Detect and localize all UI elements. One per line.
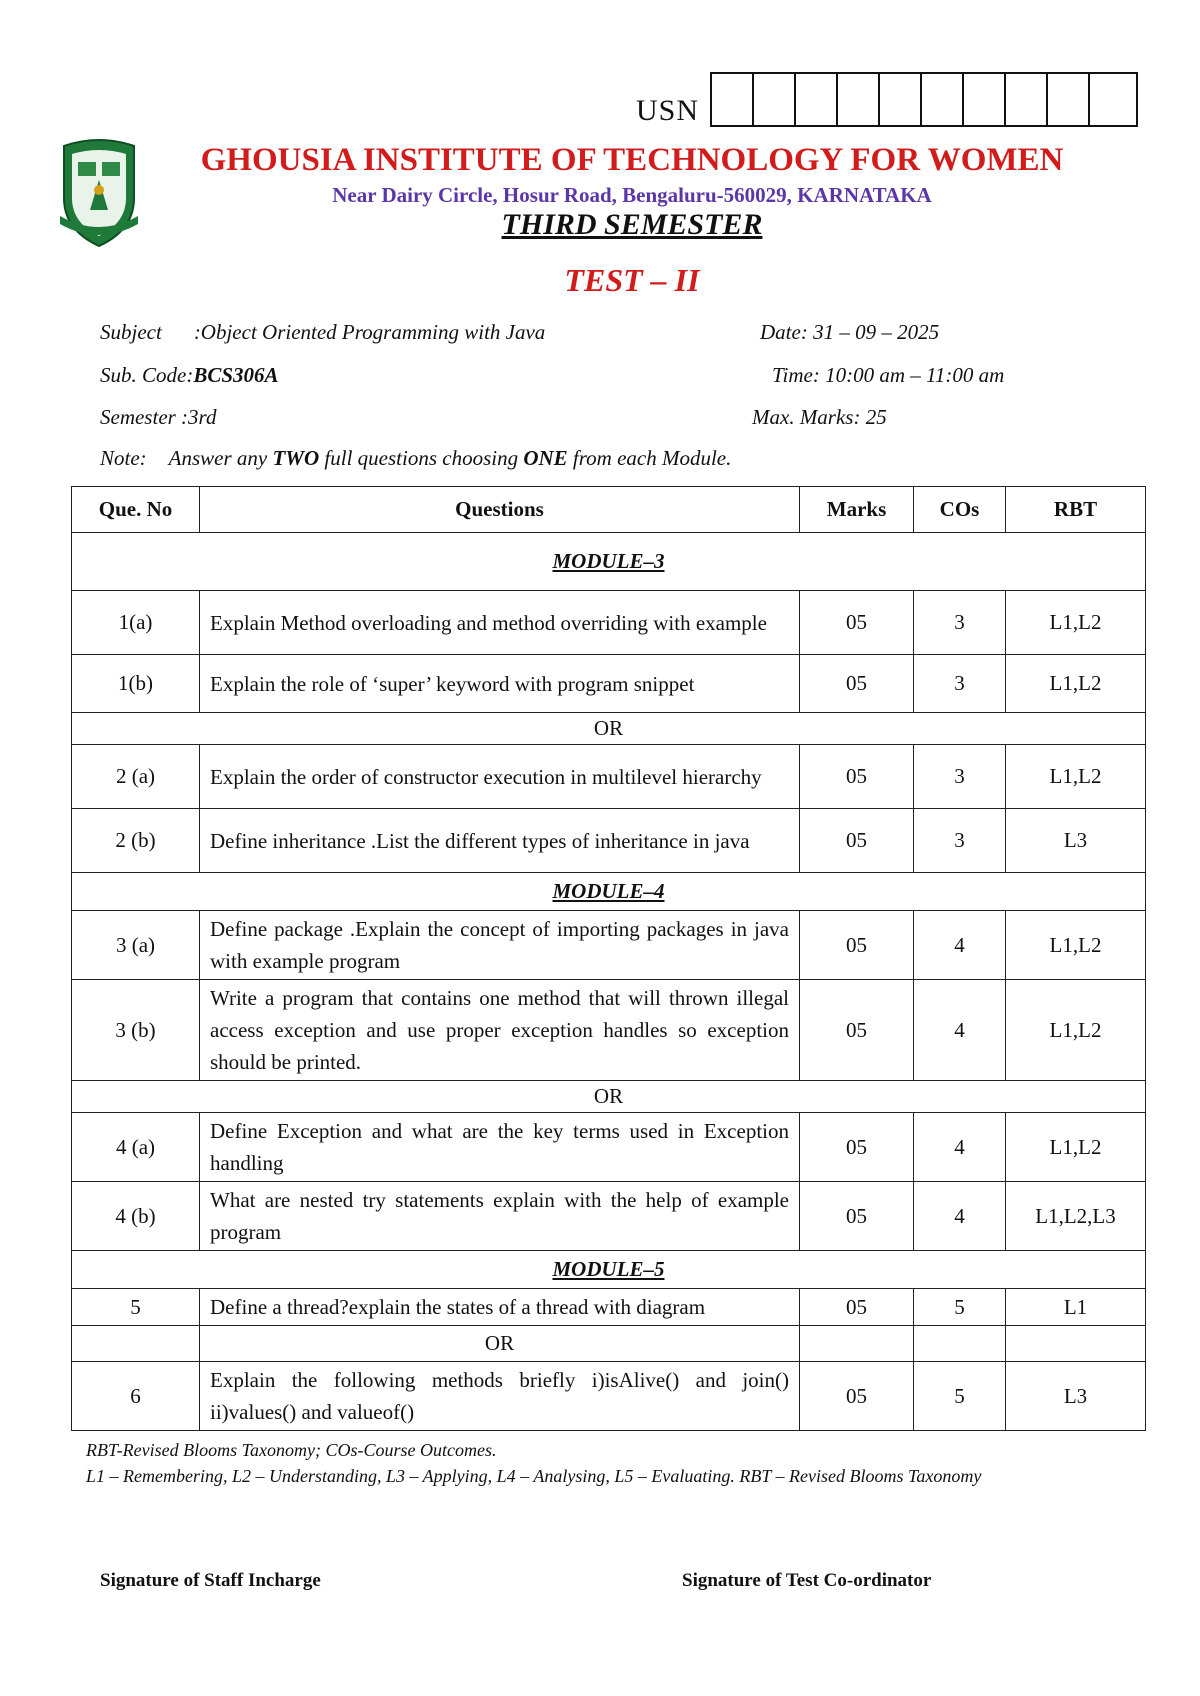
note-emphasis: TWO [272, 446, 320, 470]
empty-cell [1006, 1326, 1146, 1362]
usn-cell[interactable] [796, 74, 838, 125]
usn-cell[interactable] [838, 74, 880, 125]
semester-line: Semester :3rd [100, 405, 217, 429]
or-row [72, 713, 1146, 745]
question-number: 4 (b) [72, 1182, 200, 1251]
institute-name: GHOUSIA INSTITUTE OF TECHNOLOGY FOR WOMEN [200, 142, 1064, 178]
note-emphasis: ONE [523, 446, 568, 470]
question-co: 3 [914, 809, 1006, 873]
institute-address: Near Dairy Circle, Hosur Road, Bengaluru-560029, KARNATAKA [332, 183, 932, 207]
question-co: 3 [914, 745, 1006, 809]
institute-logo [58, 138, 140, 250]
usn-cell[interactable] [880, 74, 922, 125]
col-header-marks: Marks [800, 487, 914, 533]
question-text: Define inheritance .List the different types of inheritance in java [200, 809, 800, 873]
table-row [72, 655, 1146, 713]
subcode-label: Sub. Code: [100, 363, 194, 387]
question-co: 4 [914, 911, 1006, 980]
question-number: 1(b) [72, 655, 200, 713]
question-text: Write a program that contains one method that will thrown illegal access exception and use proper exception handles so exception should be printed. [200, 980, 800, 1081]
usn-cell[interactable] [1006, 74, 1048, 125]
question-text: Define package .Explain the concept of importing packages in java with example program [200, 911, 800, 980]
usn-cell[interactable] [1048, 74, 1090, 125]
question-rbt: L3 [1006, 1362, 1146, 1431]
table-row [72, 1182, 1146, 1251]
table-row [72, 1289, 1146, 1326]
or-row [72, 1326, 1146, 1362]
table-row [72, 745, 1146, 809]
question-rbt: L1,L2 [1006, 1113, 1146, 1182]
question-co: 3 [914, 655, 1006, 713]
question-marks: 05 [800, 1362, 914, 1431]
table-row [72, 809, 1146, 873]
question-co: 4 [914, 1182, 1006, 1251]
exam-date: Date: 31 – 09 – 2025 [760, 320, 940, 344]
question-rbt: L1 [1006, 1289, 1146, 1326]
note-text: from each Module. [567, 446, 732, 470]
subject-line [100, 320, 545, 345]
subcode-line [100, 363, 279, 388]
question-rbt: L1,L2 [1006, 745, 1146, 809]
module-4-heading: MODULE–4 [72, 873, 1146, 911]
or-row [72, 1081, 1146, 1113]
question-text: Define Exception and what are the key terms used in Exception handling [200, 1113, 800, 1182]
max-marks: Max. Marks: 25 [752, 405, 887, 429]
empty-cell [800, 1326, 914, 1362]
question-number: 2 (a) [72, 745, 200, 809]
signature-staff: Signature of Staff Incharge [100, 1570, 321, 1591]
usn-cell[interactable] [922, 74, 964, 125]
col-header-questions: Questions [200, 487, 800, 533]
question-number: 2 (b) [72, 809, 200, 873]
table-row [72, 1113, 1146, 1182]
table-row [72, 911, 1146, 980]
question-rbt: L1,L2 [1006, 591, 1146, 655]
question-number: 4 (a) [72, 1113, 200, 1182]
subcode-value: BCS306A [193, 363, 279, 387]
subject-label: Subject [100, 320, 162, 344]
question-text: Explain Method overloading and method overriding with example [200, 591, 800, 655]
question-marks: 05 [800, 980, 914, 1081]
usn-cell[interactable] [964, 74, 1006, 125]
or-separator: OR [200, 1326, 800, 1362]
question-text: Explain the following methods briefly i)isAlive() and join() ii)values() and valueof() [200, 1362, 800, 1431]
semester-title: THIRD SEMESTER [501, 208, 763, 241]
question-co: 5 [914, 1362, 1006, 1431]
question-number: 5 [72, 1289, 200, 1326]
question-co: 5 [914, 1289, 1006, 1326]
subject-value: :Object Oriented Programming with Java [193, 320, 546, 344]
legend-line-2: L1 – Remembering, L2 – Understanding, L3 – Applying, L4 – Analysing, L5 – Evaluating. RBT – Revised Blooms Taxonomy [86, 1466, 982, 1486]
note-line [100, 446, 731, 471]
question-number: 6 [72, 1362, 200, 1431]
question-text: What are nested try statements explain with the help of example program [200, 1182, 800, 1251]
question-table [71, 486, 1146, 1431]
module-3-heading: MODULE–3 [72, 533, 1146, 591]
table-row [72, 980, 1146, 1081]
col-header-rbt: RBT [1006, 487, 1146, 533]
question-rbt: L3 [1006, 809, 1146, 873]
note-text: full questions choosing [319, 446, 524, 470]
usn-cell[interactable] [712, 74, 754, 125]
usn-cell[interactable] [1090, 74, 1136, 125]
test-title: TEST – II [564, 262, 700, 298]
question-marks: 05 [800, 591, 914, 655]
col-header-cos: COs [914, 487, 1006, 533]
question-marks: 05 [800, 1182, 914, 1251]
question-rbt: L1,L2 [1006, 911, 1146, 980]
question-marks: 05 [800, 911, 914, 980]
question-number: 1(a) [72, 591, 200, 655]
module-row [72, 1251, 1146, 1289]
question-rbt: L1,L2,L3 [1006, 1182, 1146, 1251]
question-co: 4 [914, 1113, 1006, 1182]
note-label: Note: [100, 446, 147, 470]
question-number: 3 (a) [72, 911, 200, 980]
legend-line-1: RBT-Revised Blooms Taxonomy; COs-Course Outcomes. [86, 1440, 497, 1460]
question-rbt: L1,L2 [1006, 980, 1146, 1081]
question-text: Explain the order of constructor execution in multilevel hierarchy [200, 745, 800, 809]
usn-box[interactable] [710, 72, 1138, 127]
empty-cell [72, 1326, 200, 1362]
table-header-row [72, 487, 1146, 533]
question-co: 4 [914, 980, 1006, 1081]
signature-coordinator: Signature of Test Co-ordinator [682, 1570, 932, 1591]
note-text: Answer any [168, 446, 273, 470]
question-text: Define a thread?explain the states of a thread with diagram [200, 1289, 800, 1326]
question-number: 3 (b) [72, 980, 200, 1081]
module-row [72, 533, 1146, 591]
table-row [72, 1362, 1146, 1431]
question-marks: 05 [800, 809, 914, 873]
question-marks: 05 [800, 745, 914, 809]
empty-cell [914, 1326, 1006, 1362]
exam-time: Time: 10:00 am – 11:00 am [772, 363, 1005, 387]
question-co: 3 [914, 591, 1006, 655]
question-marks: 05 [800, 1113, 914, 1182]
question-text: Explain the role of ‘super’ keyword with program snippet [200, 655, 800, 713]
table-row [72, 591, 1146, 655]
question-marks: 05 [800, 655, 914, 713]
question-marks: 05 [800, 1289, 914, 1326]
question-rbt: L1,L2 [1006, 655, 1146, 713]
usn-cell[interactable] [754, 74, 796, 125]
col-header-que-no: Que. No [72, 487, 200, 533]
module-row [72, 873, 1146, 911]
or-separator: OR [72, 713, 1146, 745]
module-5-heading: MODULE–5 [72, 1251, 1146, 1289]
or-separator: OR [72, 1081, 1146, 1113]
usn-label: USN [636, 94, 700, 127]
